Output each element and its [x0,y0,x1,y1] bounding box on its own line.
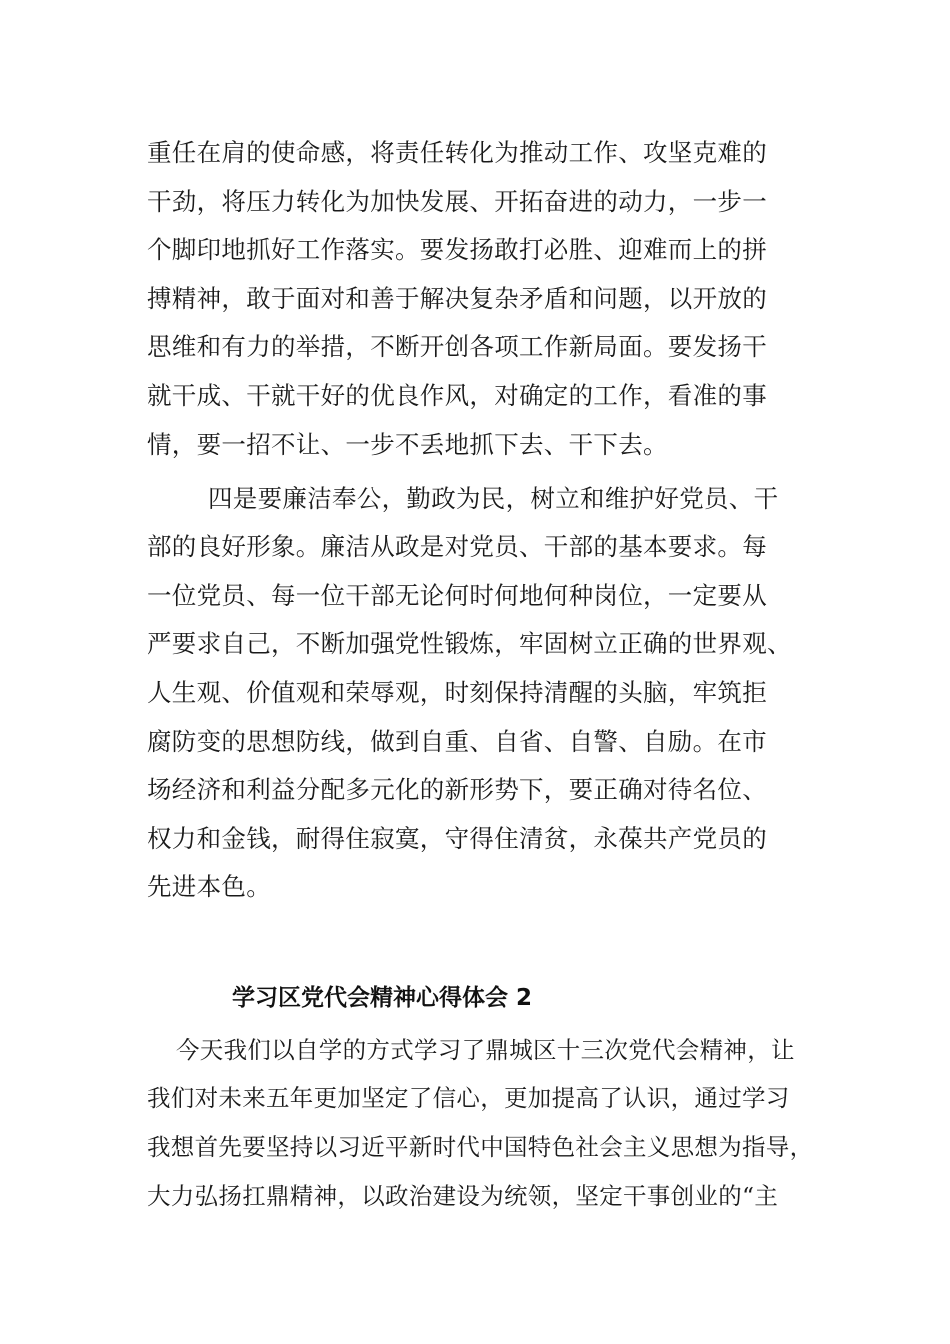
para2-line-7: 场经济和利益分配多元化的新形势下，要正确对待名位、 [147,775,767,804]
section-heading: 学习区党代会精神心得体会 2 [232,985,533,1011]
para2-line-4: 严要求自己，不断加强党性锻炼，牢固树立正确的世界观、 [147,629,792,658]
para1-line-5: 思维和有力的举措，不断开创各项工作新局面。要发扬干 [147,332,767,361]
para1-line-4: 搏精神，敢于面对和善于解决复杂矛盾和问题，以开放的 [147,284,767,313]
para2-line-5: 人生观、价值观和荣辱观，时刻保持清醒的头脑，牢筑拒 [147,678,767,707]
para2-line-8: 权力和金钱，耐得住寂寞，守得住清贫，永葆共产党员的 [147,824,767,853]
para2-line-3: 一位党员、每一位干部无论何时何地何种岗位，一定要从 [147,581,767,610]
para1-line-3: 个脚印地抓好工作落实。要发扬敢打必胜、迎难而上的拼 [147,235,767,264]
para3-line-2: 我们对未来五年更加坚定了信心，更加提高了认识，通过学习 [147,1084,790,1112]
para1-line-1: 重任在肩的使命感，将责任转化为推动工作、攻坚克难的 [147,138,767,167]
para2-line-6: 腐防变的思想防线，做到自重、自省、自警、自励。在市 [147,727,767,756]
para3-line-1: 今天我们以自学的方式学习了鼎城区十三次党代会精神，让 [176,1036,795,1064]
para2-line-2: 部的良好形象。廉洁从政是对党员、干部的基本要求。每 [147,532,767,561]
para3-line-4: 大力弘扬扛鼎精神，以政治建设为统领，坚定干事创业的“主 [147,1182,779,1210]
para3-line-3: 我想首先要坚持以习近平新时代中国特色社会主义思想为指导， [147,1133,814,1161]
para2-line-9: 先进本色。 [147,872,271,901]
para2-line-1: 四是要廉洁奉公，勤政为民，树立和维护好党员、干 [208,484,779,513]
para1-line-2: 干劲，将压力转化为加快发展、开拓奋进的动力，一步一 [147,187,767,216]
para1-line-6: 就干成、干就干好的优良作风，对确定的工作，看准的事 [147,381,767,410]
para1-line-7: 情，要一招不让、一步不丢地抓下去、干下去。 [147,430,668,459]
